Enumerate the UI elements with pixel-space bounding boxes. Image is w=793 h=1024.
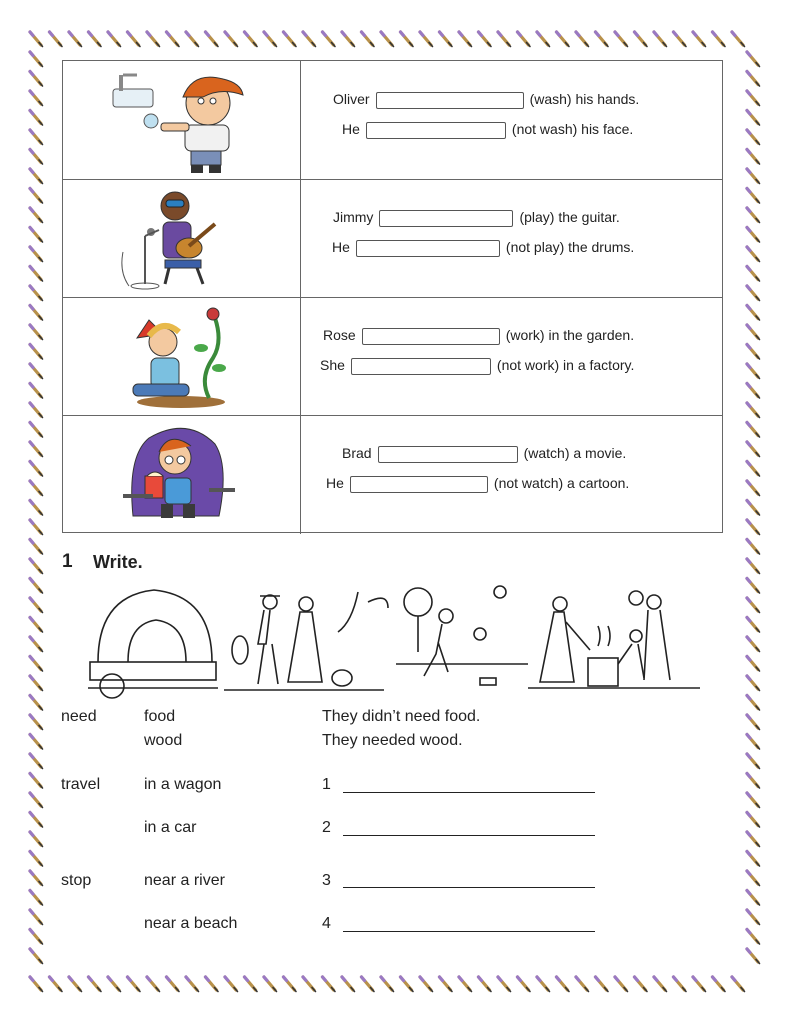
pencil-icon <box>747 286 760 301</box>
sentence-subject: She <box>320 357 345 373</box>
boy-watching-movie-image <box>63 416 300 534</box>
answer-box[interactable] <box>350 476 488 493</box>
pencil-icon <box>596 977 609 992</box>
pencil-icon <box>30 423 43 438</box>
pencil-icon <box>747 949 760 964</box>
pencil-icon <box>518 32 531 47</box>
pencil-icon <box>693 977 706 992</box>
pencil-icon <box>747 774 760 789</box>
sentence-line <box>323 327 634 345</box>
item-phrase: in a wagon <box>144 776 222 793</box>
sentence-line <box>332 239 634 257</box>
item-phrase: in a car <box>144 819 197 836</box>
pencil-icon <box>420 977 433 992</box>
answer-box[interactable] <box>366 122 506 139</box>
pencil-icon <box>747 325 760 340</box>
pencil-icon <box>30 910 43 925</box>
pencil-icon <box>747 501 760 516</box>
example-verb: need <box>61 708 97 725</box>
sentence-rest: (not play) the drums. <box>505 239 635 255</box>
pencil-icon <box>732 32 745 47</box>
pencil-icon <box>342 977 355 992</box>
pencil-icon <box>557 32 570 47</box>
table-row <box>63 61 722 180</box>
pencil-icon <box>747 189 760 204</box>
pencil-icon <box>479 977 492 992</box>
pencil-icon <box>747 169 760 184</box>
pencil-icon <box>30 228 43 243</box>
sentence-line <box>320 357 634 375</box>
pencil-icon <box>89 32 102 47</box>
pencil-icon <box>440 977 453 992</box>
pencil-icon <box>30 189 43 204</box>
pencil-icon <box>747 540 760 555</box>
pencil-icon <box>284 32 297 47</box>
pencil-icon <box>30 130 43 145</box>
pencil-icon <box>128 977 141 992</box>
item-phrase: near a beach <box>144 915 238 932</box>
pencil-icon <box>206 977 219 992</box>
sentence-line <box>342 121 633 139</box>
pencil-icon <box>747 891 760 906</box>
pencil-icon <box>747 247 760 262</box>
pencil-icon <box>747 130 760 145</box>
pencil-icon <box>30 871 43 886</box>
pencil-icon <box>89 977 102 992</box>
pencil-icon <box>747 306 760 321</box>
pencil-icon <box>747 618 760 633</box>
example-item: food <box>144 708 176 725</box>
pencil-icon <box>30 91 43 106</box>
pencil-icon <box>30 520 43 535</box>
pencil-icon <box>30 325 43 340</box>
pencil-icon <box>747 150 760 165</box>
pencil-icon <box>747 735 760 750</box>
pencil-icon <box>30 32 43 47</box>
example-answer: They needed wood. <box>322 732 463 749</box>
pencil-icon <box>654 32 667 47</box>
pencil-icon <box>30 977 43 992</box>
table-row <box>63 180 722 298</box>
task-title: Write. <box>93 552 143 572</box>
pencil-icon <box>674 32 687 47</box>
pencil-icon <box>186 977 199 992</box>
pencil-icon <box>747 579 760 594</box>
pencil-icon <box>459 32 472 47</box>
pencil-icon <box>537 32 550 47</box>
pencil-icon <box>30 501 43 516</box>
pencil-icon <box>747 208 760 223</box>
pencil-icon <box>323 977 336 992</box>
exercise-table <box>62 60 723 533</box>
answer-box[interactable] <box>351 358 491 375</box>
pencil-icon <box>245 977 258 992</box>
pencil-icon <box>747 520 760 535</box>
pencil-icon <box>401 977 414 992</box>
pencil-icon <box>30 208 43 223</box>
table-row <box>63 416 722 534</box>
pencil-icon <box>30 657 43 672</box>
item-number: 3 <box>322 872 331 889</box>
pencil-icon <box>362 977 375 992</box>
pencil-icon <box>747 384 760 399</box>
pencil-icon <box>167 977 180 992</box>
pencil-icon <box>30 364 43 379</box>
pencil-icon <box>108 32 121 47</box>
pencil-icon <box>747 637 760 652</box>
pencil-icon <box>693 32 706 47</box>
pencil-icon <box>747 754 760 769</box>
sentence-rest: (not work) in a factory. <box>496 357 635 373</box>
pencil-icon <box>30 618 43 633</box>
pencil-icon <box>30 345 43 360</box>
pencil-icon <box>518 977 531 992</box>
pencil-icon <box>30 286 43 301</box>
pencil-icon <box>747 832 760 847</box>
pencil-icon <box>30 735 43 750</box>
pencil-icon <box>747 481 760 496</box>
item-number: 4 <box>322 915 331 932</box>
pencil-icon <box>747 793 760 808</box>
pencil-icon <box>264 32 277 47</box>
answer-line[interactable] <box>343 792 595 793</box>
sentence-subject: Jimmy <box>333 209 374 225</box>
pencil-icon <box>381 977 394 992</box>
pencil-icon <box>50 977 63 992</box>
pencil-icon <box>747 696 760 711</box>
boy-washing-hands-image <box>63 61 300 179</box>
sentence-line <box>326 475 629 493</box>
pencil-icon <box>615 32 628 47</box>
pencil-icon <box>30 774 43 789</box>
pencil-icon <box>635 32 648 47</box>
pencil-icon <box>30 559 43 574</box>
pencil-icon <box>747 91 760 106</box>
pencil-icon <box>747 403 760 418</box>
pencil-icon <box>264 977 277 992</box>
sentence-line <box>333 91 639 109</box>
answer-box[interactable] <box>379 210 513 227</box>
item-verb: stop <box>61 872 92 889</box>
pencil-icon <box>747 423 760 438</box>
pencil-icon <box>30 852 43 867</box>
pencil-icon <box>420 32 433 47</box>
pencil-icon <box>747 228 760 243</box>
sentence-rest: (watch) a movie. <box>523 445 627 461</box>
pencil-icon <box>30 754 43 769</box>
pencil-icon <box>747 910 760 925</box>
sentence-line <box>342 445 626 463</box>
answer-box[interactable] <box>378 446 518 463</box>
pencil-icon <box>30 637 43 652</box>
pencil-icon <box>303 32 316 47</box>
task-number: 1 <box>62 551 73 572</box>
sentence-subject: Brad <box>342 445 372 461</box>
sentence-rest: (work) in the garden. <box>505 327 635 343</box>
sentence-rest: (not wash) his face. <box>511 121 634 137</box>
girl-gardening-image <box>63 298 300 415</box>
pencil-icon <box>732 977 745 992</box>
pencil-icon <box>30 403 43 418</box>
pencil-icon <box>747 871 760 886</box>
pencil-icon <box>747 462 760 477</box>
item-number: 2 <box>322 819 331 836</box>
pencil-icon <box>557 977 570 992</box>
pencil-icon <box>147 32 160 47</box>
pencil-icon <box>30 715 43 730</box>
pencil-icon <box>713 977 726 992</box>
pencil-icon <box>30 267 43 282</box>
item-phrase: near a river <box>144 872 225 889</box>
pencil-icon <box>30 676 43 691</box>
pencil-icon <box>747 852 760 867</box>
pencil-icon <box>747 598 760 613</box>
pencil-icon <box>537 977 550 992</box>
pencil-icon <box>615 977 628 992</box>
pencil-icon <box>635 977 648 992</box>
pencil-icon <box>747 267 760 282</box>
pencil-icon <box>459 977 472 992</box>
answer-line[interactable] <box>343 887 595 888</box>
pencil-icon <box>245 32 258 47</box>
pencil-icon <box>747 813 760 828</box>
sentence-rest: (wash) his hands. <box>529 91 640 107</box>
pencil-icon <box>576 32 589 47</box>
example-item: wood <box>144 732 183 749</box>
pencil-icon <box>576 977 589 992</box>
answer-line[interactable] <box>343 931 595 932</box>
pencil-icon <box>30 949 43 964</box>
pencil-icon <box>596 32 609 47</box>
pencil-icon <box>30 442 43 457</box>
pencil-icon <box>747 559 760 574</box>
pencil-icon <box>381 32 394 47</box>
pencil-icon <box>30 247 43 262</box>
pencil-icon <box>30 540 43 555</box>
pencil-icon <box>186 32 199 47</box>
sentence-subject: Oliver <box>333 91 370 107</box>
pencil-icon <box>108 977 121 992</box>
pencil-icon <box>747 442 760 457</box>
pencil-icon <box>30 891 43 906</box>
pencil-icon <box>284 977 297 992</box>
pencil-icon <box>498 32 511 47</box>
pencil-icon <box>747 715 760 730</box>
pencil-icon <box>30 169 43 184</box>
pencil-icon <box>30 813 43 828</box>
pencil-icon <box>225 32 238 47</box>
pencil-icon <box>69 977 82 992</box>
pencil-icon <box>747 676 760 691</box>
boy-playing-guitar-image <box>63 180 300 297</box>
pencil-icon <box>362 32 375 47</box>
sentence-rest: (play) the guitar. <box>519 209 620 225</box>
pencil-icon <box>747 930 760 945</box>
sentence-subject: He <box>332 239 350 255</box>
pencil-icon <box>342 32 355 47</box>
pencil-icon <box>303 977 316 992</box>
pencil-icon <box>747 111 760 126</box>
pencil-icon <box>30 930 43 945</box>
answer-box[interactable] <box>356 240 500 257</box>
answer-line[interactable] <box>343 835 595 836</box>
pencil-icon <box>674 977 687 992</box>
pencil-icon <box>30 150 43 165</box>
pencil-icon <box>128 32 141 47</box>
answer-box[interactable] <box>362 328 500 345</box>
pencil-icon <box>401 32 414 47</box>
pencil-icon <box>747 364 760 379</box>
item-number: 1 <box>322 776 331 793</box>
pencil-icon <box>30 598 43 613</box>
sentence-rest: (not watch) a cartoon. <box>493 475 630 491</box>
pencil-icon <box>323 32 336 47</box>
pencil-icon <box>30 696 43 711</box>
pencil-icon <box>30 579 43 594</box>
example-answer: They didn’t need food. <box>322 708 481 725</box>
pencil-icon <box>30 832 43 847</box>
pencil-icon <box>747 345 760 360</box>
pencil-icon <box>30 72 43 87</box>
pencil-icon <box>30 384 43 399</box>
pencil-icon <box>747 657 760 672</box>
pencil-icon <box>30 793 43 808</box>
table-row <box>63 298 722 416</box>
pencil-icon <box>479 32 492 47</box>
pencil-icon <box>50 32 63 47</box>
pencil-icon <box>713 32 726 47</box>
pencil-icon <box>747 52 760 67</box>
pencil-icon <box>30 481 43 496</box>
pencil-icon <box>147 977 160 992</box>
pencil-icon <box>30 111 43 126</box>
answer-box[interactable] <box>376 92 524 109</box>
pencil-icon <box>30 306 43 321</box>
sentence-subject: Rose <box>323 327 356 343</box>
pencil-icon <box>440 32 453 47</box>
pioneers-illustration <box>88 582 700 700</box>
sentence-line <box>333 209 620 227</box>
pencil-icon <box>498 977 511 992</box>
pencil-icon <box>654 977 667 992</box>
item-verb: travel <box>61 776 101 793</box>
pencil-icon <box>206 32 219 47</box>
pencil-icon <box>69 32 82 47</box>
pencil-icon <box>747 72 760 87</box>
sentence-subject: He <box>342 121 360 137</box>
pencil-icon <box>30 52 43 67</box>
pencil-icon <box>167 32 180 47</box>
sentence-subject: He <box>326 475 344 491</box>
pencil-icon <box>225 977 238 992</box>
pencil-icon <box>30 462 43 477</box>
